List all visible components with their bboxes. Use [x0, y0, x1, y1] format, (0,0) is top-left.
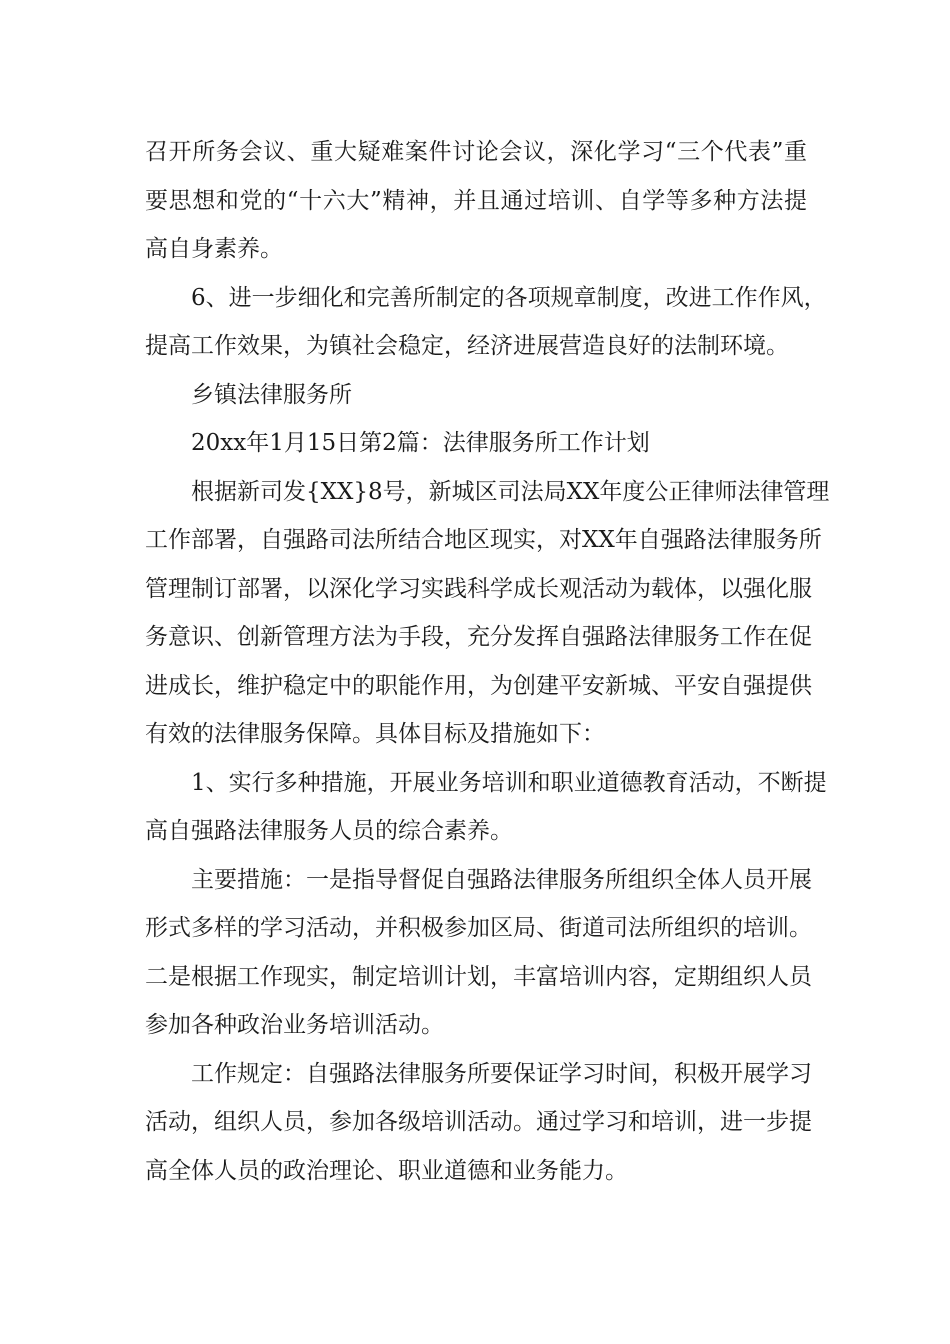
- paragraph-meeting-study: [145, 128, 807, 274]
- text-line: 务意识、创新管理方法为手段，充分发挥自强路法律服务工作在促: [145, 624, 812, 650]
- text-line: 二是根据工作现实，制定培训计划，丰富培训内容，定期组织人员: [145, 963, 812, 990]
- text-line: 召开所务会议、重大疑难案件讨论会议，深化学习“三个代表”重: [145, 139, 807, 165]
- text-line: 根据新司发{XX}8号，新城区司法局XX年度公正律师法律管理: [191, 478, 830, 505]
- text-line: 有效的法律服务保障。具体目标及措施如下：: [145, 721, 605, 747]
- text-line: 高自强路法律服务人员的综合素养。: [145, 818, 513, 844]
- paragraph-main-measures: [145, 856, 812, 1050]
- paragraph-date-heading: [145, 419, 807, 468]
- text-line: 参加各种政治业务培训活动。: [145, 1012, 444, 1038]
- text-line: 6、进一步细化和完善所制定的各项规章制度，改进工作作风，: [191, 284, 827, 311]
- text-line: 要思想和党的“十六大”精神，并且通过培训、自学等多种方法提: [145, 187, 807, 214]
- text-line: 1、实行多种措施，开展业务培训和职业道德教育活动，不断提: [191, 769, 827, 796]
- text-line: 形式多样的学习活动，并积极参加区局、街道司法所组织的培训。: [145, 915, 812, 941]
- text-line: 进成长，维护稳定中的职能作用，为创建平安新城、平安自强提供: [145, 672, 812, 699]
- document-body: [145, 128, 830, 1195]
- text-line: 高全体人员的政治理论、职业道德和业务能力。: [145, 1157, 628, 1184]
- text-line: 主要措施：一是指导督促自强路法律服务所组织全体人员开展: [191, 866, 812, 893]
- paragraph-item-6: [145, 274, 827, 371]
- text-line: 管理制订部署，以深化学习实践科学成长观活动为载体，以强化服: [145, 575, 812, 602]
- paragraph-signature-org: [145, 371, 807, 420]
- text-line: 乡镇法律服务所: [191, 381, 352, 408]
- paragraph-item-1: [145, 759, 827, 856]
- paragraph-work-rules: [145, 1050, 812, 1196]
- text-line: 工作规定：自强路法律服务所要保证学习时间，积极开展学习: [191, 1060, 812, 1087]
- text-line: 20xx年1月15日第2篇：法律服务所工作计划: [191, 430, 650, 456]
- text-line: 活动，组织人员，参加各级培训活动。通过学习和培训，进一步提: [145, 1109, 812, 1135]
- paragraph-plan-intro: [145, 468, 830, 759]
- text-line: 提高工作效果，为镇社会稳定，经济进展营造良好的法制环境。: [145, 333, 789, 359]
- text-line: 工作部署，自强路司法所结合地区现实，对XX年自强路法律服务所: [145, 527, 822, 553]
- text-line: 高自身素养。: [145, 236, 283, 262]
